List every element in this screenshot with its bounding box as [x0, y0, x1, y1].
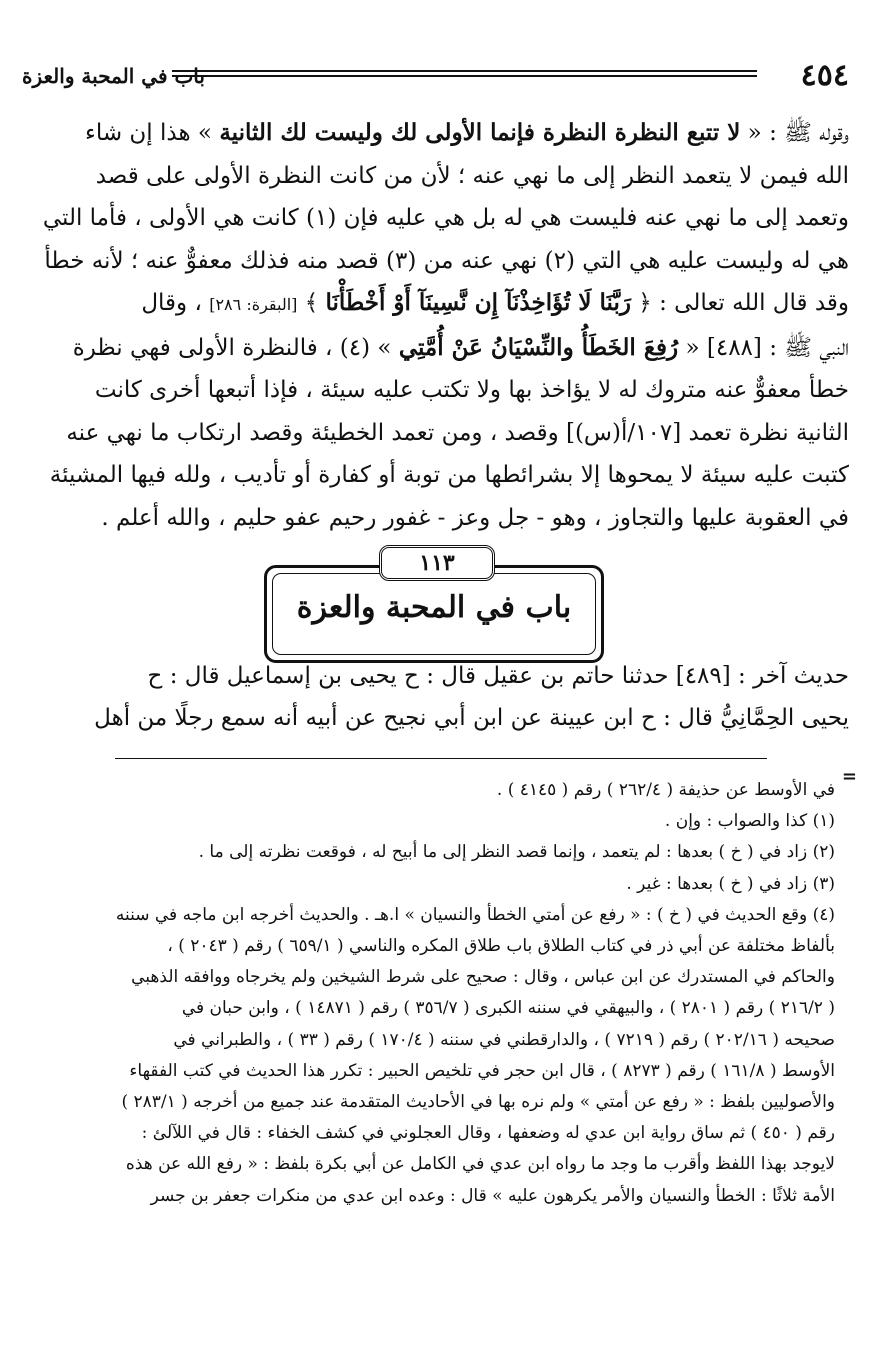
text-line: الثانية نظرة تعمد [١٠٧/أ(س)] وقصد ، ومن تعمد الخطيئة وقصد ارتكاب ما نهي عنه: [66, 419, 849, 446]
footnote-line: صحيحه ( ٢٠٢/١٦ ) رقم ( ٧٢١٩ ) ، والدارقطني في سننه ( ١٧٠/٤ ) رقم ( ٣٣ ) ، والطبراني في: [173, 1029, 835, 1050]
footnote-line: (١) كذا والصواب : وإن .: [664, 811, 835, 832]
text-line: هي له وليست عليه هي التي (٢) نهي عنه من (٣) قصد منه فذلك معفوٌّ عنه ؛ لأنه خطأ: [44, 247, 849, 274]
footnote-separator: [115, 758, 767, 759]
hadith-chain: [20, 655, 849, 739]
page-number: ٤٥٤: [800, 58, 849, 93]
text-line: وقد قال الله تعالى : ﴿ رَبَّنَا لَا تُؤَاخِذْنَآ إِن نَّسِينَآ أَوْ أَخْطَأْنَا ﴾ [البقرة: ٢٨٦] ، وقال: [141, 289, 849, 316]
main-text: [20, 112, 849, 539]
running-title: باب في المحبة والعزة: [22, 64, 205, 88]
footnote-line: الأمة ثلاثًا : الخطأ والنسيان والأمر يكرهون عليه » قال : وعده ابن عدي من منكرات جعفر بن جسر: [150, 1185, 835, 1206]
quran-verse: رَبَّنَا لَا تُؤَاخِذْنَآ إِن نَّسِينَآ أَوْ أَخْطَأْنَا: [325, 289, 631, 316]
footnote-line: في الأوسط عن حذيفة ( ٢٦٢/٤ ) رقم ( ٤١٤٥ ) .: [496, 780, 835, 800]
text-line: النبي ﷺ : [٤٨٨] « رُفِعَ الخَطَأُ والنِّسْيَانُ عَنْ أُمَّتِي » (٤) ، فالنظرة الأولى فهي نظرة: [72, 333, 849, 361]
text-line: وقوله ﷺ : « لا تتبع النظرة النظرة فإنما الأولى لك وليست لك الثانية » هذا إن شاء: [85, 119, 849, 146]
text-line: الله فيمن لا يتعمد النظر إلى ما نهي عنه ؛ لأن من كانت النظرة الأولى على قصد: [95, 162, 849, 189]
footnote-line: والحاكم في المستدرك عن ابن عباس ، وقال : صحيح على شرط الشيخين ولم يخرجاه ووافقه الذهبي: [131, 967, 835, 988]
chapter-number: ١١٣: [379, 545, 495, 581]
footnote-continuation-mark: =: [841, 766, 857, 787]
footnote-line: (٣) زاد في ( خ ) بعدها : غير .: [626, 873, 835, 894]
text-line: خطأ معفوٌّ عنه متروك له لا يؤاخذ بها ولا تكتب عليه سيئة ، فإذا أتبعها أخرى كانت: [94, 377, 849, 403]
header-double-rule: [172, 70, 757, 77]
footnote-line: الأوسط ( ١٦١/٨ ) رقم ( ٨٢٧٣ ) ، قال ابن حجر في تلخيص الحبير : تكرر هذا الحديث في كتب الفقهاء: [129, 1060, 835, 1081]
page-header: [22, 56, 849, 96]
text-line: وتعمد إلى ما نهي عنه فليست هي له بل هي عليه فإن (١) كانت هي الأولى ، فأما التي: [42, 205, 849, 231]
footnote-line: (٢) زاد في ( خ ) بعدها : لم يتعمد ، وإنما قصد النظر إلى ما أبيح له ، فوقعت نظرته إلى ما .: [198, 842, 835, 863]
text-line: في العقوبة عليها والتجاوز ، وهو - جل وعز - غفور رحيم عفو حليم ، والله أعلم .: [101, 504, 849, 531]
verse-reference: [البقرة: ٢٨٦]: [209, 295, 298, 314]
hadith-text: رُفِعَ الخَطَأُ والنِّسْيَانُ عَنْ أُمَّتِي: [398, 333, 679, 361]
footnote-line: لايوجد بهذا اللفظ وأقرب ما وجد ما رواه ابن عدي في الكامل عن أبي بكرة بلفظ : « رفع الله عن هذه: [125, 1154, 835, 1175]
chain-line: حديث آخر : [٤٨٩] حدثنا حاتم بن عقيل قال : ح يحيى بن إسماعيل قال : ح: [147, 663, 849, 689]
footnote-line: (٤) وقع الحديث في ( خ ) : « رفع عن أمتي الخطأ والنسيان » ا.هـ . والحديث أخرجه ابن ماجه في سننه: [115, 904, 835, 925]
footnotes: [20, 775, 835, 1212]
footnote-line: والأصوليين بلفظ : « رفع عن أمتي » ولم نره بها في الأحاديث المتقدمة عند جميع من أخرجه ( ٢٨٣/١ ): [121, 1092, 835, 1113]
footnote-line: رقم ( ٤٥٠ ) ثم ساق رواية ابن عدي له وضعفها ، وقال العجلوني في كشف الخفاء : قال في اللآلئ :: [141, 1123, 835, 1144]
footnote-line: بألفاظ مختلفة عن أبي ذر في كتاب الطلاق باب طلاق المكره والناسي ( ٦٥٩/١ ) رقم ( ٢٠٤٣ ) ،: [167, 936, 835, 957]
chapter-title: باب في المحبة والعزة: [296, 590, 572, 625]
chapter-heading: [264, 545, 604, 665]
footnote-line: ( ٢١٦/٢ ) رقم ( ٢٨٠١ ) ، والبيهقي في سننه الكبرى ( ٣٥٦/٧ ) رقم ( ١٤٨٧١ ) ، وابن حبان في: [181, 998, 835, 1019]
chain-line: يحيى الحِمَّانِيُّ قال : ح ابن عيينة عن ابن أبي نجيح عن أبيه أنه سمع رجلًا من أهل: [94, 705, 849, 731]
text-line: كتبت عليه سيئة لا يمحوها إلا بشرائطها من توبة أو كفارة أو تأديب ، ولله فيها المشيئة: [49, 462, 849, 488]
